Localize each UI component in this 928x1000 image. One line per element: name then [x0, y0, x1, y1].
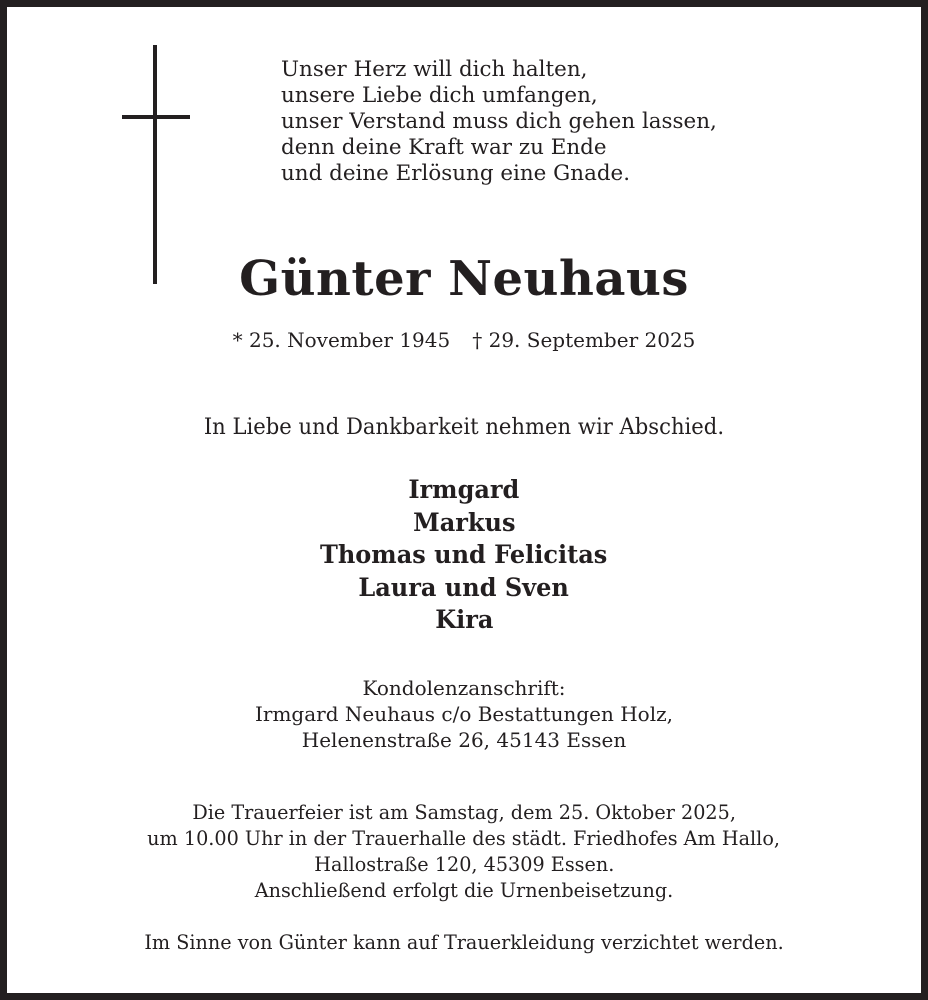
poem-line: unsere Liebe dich umfangen,: [281, 83, 598, 107]
mourner: Thomas und Felicitas: [320, 540, 608, 569]
mourner: Markus: [412, 507, 516, 537]
poem-line: unser Verstand muss dich gehen lassen,: [281, 109, 717, 133]
funeral-line: um 10.00 Uhr in der Trauerhalle des städt. Friedhofes Am Hallo,: [147, 826, 781, 850]
condolence-line: Irmgard Neuhaus c/o Bestattungen Holz,: [255, 702, 673, 726]
birth-date: * 25. November 1945: [232, 328, 451, 352]
condolence-label: Kondolenzanschrift:: [362, 676, 566, 700]
farewell-line: In Liebe und Dankbarkeit nehmen wir Abschied.: [203, 415, 725, 440]
life-dates: [7, 325, 921, 355]
funeral-line: Die Trauerfeier ist am Samstag, dem 25. Oktober 2025,: [192, 800, 736, 824]
funeral-line: Hallostraße 120, 45309 Essen.: [313, 852, 615, 876]
poem-line: Unser Herz will dich halten,: [281, 57, 588, 81]
mourners-list: [7, 474, 921, 637]
mourner: Kira: [434, 605, 494, 634]
farewell-text: [7, 412, 921, 444]
poem: [281, 56, 717, 186]
cross-horizontal-bar: [122, 115, 190, 119]
death-date: † 29. September 2025: [472, 328, 696, 352]
poem-line: denn deine Kraft war zu Ende: [281, 135, 607, 159]
note-line: Im Sinne von Günter kann auf Trauerkleidung verzichtet werden.: [144, 930, 784, 954]
deceased-name: Günter Neuhaus: [239, 251, 689, 307]
condolence-line: Helenenstraße 26, 45143 Essen: [301, 728, 627, 752]
dress-code-note: [7, 928, 921, 956]
condolence-address: [7, 675, 921, 753]
mourner: Laura und Sven: [358, 572, 570, 602]
mourner: Irmgard: [408, 475, 520, 504]
funeral-line: Anschließend erfolgt die Urnenbeisetzung.: [254, 878, 674, 902]
funeral-info: [7, 799, 921, 903]
poem-line: und deine Erlösung eine Gnade.: [281, 161, 631, 185]
